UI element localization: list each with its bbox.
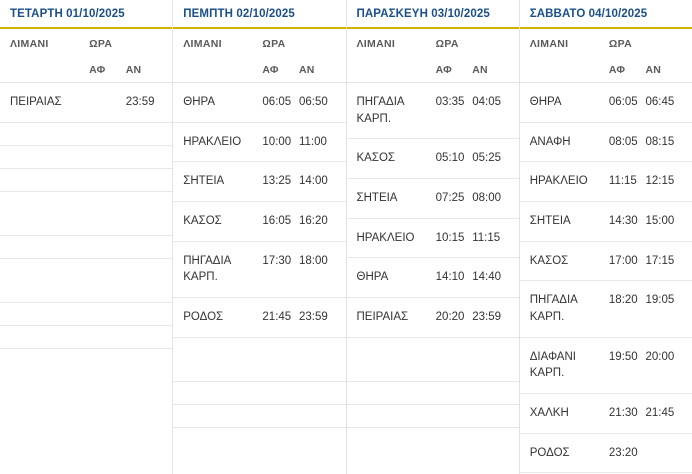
cell-arrival: 07:25 xyxy=(435,192,465,205)
cell-arrival: 14:30 xyxy=(608,215,638,228)
cell-port: ΑΝΑΦΗ xyxy=(529,135,571,148)
cell-departure: 23:59 xyxy=(298,311,328,324)
day-header-3: ΣΑΒΒΑΤΟ 04/10/2025 xyxy=(520,0,692,29)
cell-port: ΣΗΤΕΙΑ xyxy=(183,175,225,188)
cell-departure: 08:00 xyxy=(472,192,501,205)
cell-departure: 06:50 xyxy=(298,96,328,108)
rows-3 xyxy=(520,83,692,473)
header-an-0: ΑΝ xyxy=(125,64,142,76)
table-row xyxy=(347,338,519,382)
header-af-2: ΑΦ xyxy=(435,64,452,76)
cell-port: ΘΗΡΑ xyxy=(183,96,215,108)
header-an-2: ΑΝ xyxy=(472,64,488,76)
table-row xyxy=(0,192,172,236)
cell-port: ΡΟΔΟΣ xyxy=(529,446,570,459)
rows-0 xyxy=(0,83,172,349)
cell-arrival: 17:00 xyxy=(608,254,638,267)
cell-times xyxy=(262,94,335,111)
table-row xyxy=(0,326,172,349)
header-ora-3: ΩΡΑ xyxy=(608,38,633,50)
table-row xyxy=(173,338,345,382)
table-row xyxy=(347,298,519,338)
table-row xyxy=(347,382,519,405)
header-an-1: ΑΝ xyxy=(298,64,315,76)
cell-port: ΔΙΑΦΑΝΙ ΚΑΡΠ. xyxy=(529,350,576,380)
cell-departure: 15:00 xyxy=(645,215,675,228)
table-row xyxy=(520,123,692,163)
table-row xyxy=(520,242,692,282)
cell-departure: 12:15 xyxy=(645,175,675,188)
cell-arrival: 18:20 xyxy=(608,294,638,307)
cell-arrival: 17:30 xyxy=(262,254,292,267)
table-row xyxy=(173,123,345,163)
cell-port: ΚΑΣΟΣ xyxy=(356,152,396,165)
column-headers-2 xyxy=(347,29,519,76)
cell-arrival: 13:25 xyxy=(262,175,292,188)
table-row xyxy=(520,162,692,202)
cell-departure: 21:45 xyxy=(645,407,675,420)
table-row xyxy=(520,434,692,474)
cell-times xyxy=(436,230,509,247)
table-row xyxy=(173,405,345,428)
header-an-3: ΑΝ xyxy=(645,64,662,76)
cell-times xyxy=(609,213,682,230)
column-headers-1 xyxy=(173,29,345,76)
day-header-2: ΠΑΡΑΣΚΕΥΗ 03/10/2025 xyxy=(347,0,519,29)
cell-arrival: 06:05 xyxy=(608,96,638,108)
cell-times xyxy=(262,134,335,151)
cell-times xyxy=(609,349,682,366)
cell-times xyxy=(262,213,335,230)
cell-arrival: 08:05 xyxy=(608,135,638,148)
header-subs-2 xyxy=(436,64,509,76)
cell-port: ΠΗΓΑΔΙΑ ΚΑΡΠ. xyxy=(529,294,578,324)
table-row xyxy=(0,169,172,192)
cell-port: ΠΕΙΡΑΙΑΣ xyxy=(356,311,409,324)
cell-times xyxy=(89,94,162,111)
cell-port: ΗΡΑΚΛΕΙΟ xyxy=(183,135,242,148)
cell-port: ΠΗΓΑΔΙΑ ΚΑΡΠ. xyxy=(183,254,231,284)
table-row xyxy=(520,394,692,434)
cell-port: ΗΡΑΚΛΕΙΟ xyxy=(529,175,588,188)
header-time-group-1 xyxy=(262,38,335,76)
cell-port: ΘΗΡΑ xyxy=(356,271,389,284)
table-row xyxy=(173,242,345,298)
cell-arrival: 06:05 xyxy=(262,96,292,108)
table-row xyxy=(0,146,172,169)
header-time-group-2 xyxy=(436,38,509,76)
table-row xyxy=(173,298,345,338)
column-spacer xyxy=(347,428,519,474)
table-row xyxy=(173,202,345,242)
header-port-3: ΛΙΜΑΝΙ xyxy=(529,38,569,50)
header-port-0: ΛΙΜΑΝΙ xyxy=(10,38,49,50)
table-row xyxy=(0,259,172,303)
header-subs-1 xyxy=(262,64,335,76)
cell-port: ΣΗΤΕΙΑ xyxy=(529,215,571,228)
cell-arrival: 11:15 xyxy=(608,175,637,188)
cell-times xyxy=(262,173,335,190)
table-row xyxy=(0,303,172,326)
cell-port: ΧΑΛΚΗ xyxy=(529,407,569,420)
cell-times xyxy=(609,173,682,190)
cell-arrival: 05:10 xyxy=(435,152,465,165)
header-subs-0 xyxy=(89,64,162,76)
table-row xyxy=(347,83,519,139)
table-row xyxy=(347,219,519,259)
cell-arrival: 10:00 xyxy=(262,135,292,148)
header-time-group-0 xyxy=(89,38,162,76)
cell-times xyxy=(262,253,335,270)
table-row xyxy=(173,83,345,123)
header-subs-3 xyxy=(609,64,682,76)
table-row xyxy=(520,338,692,394)
cell-departure: 05:25 xyxy=(472,152,501,165)
cell-arrival: 20:20 xyxy=(435,311,465,324)
day-column-0 xyxy=(0,0,172,474)
cell-port: ΗΡΑΚΛΕΙΟ xyxy=(356,231,415,244)
header-ora-2: ΩΡΑ xyxy=(435,38,459,50)
day-header-1: ΠΕΜΠΤΗ 02/10/2025 xyxy=(173,0,345,29)
cell-times xyxy=(609,94,682,111)
cell-port: ΚΑΣΟΣ xyxy=(183,215,222,228)
column-headers-3 xyxy=(520,29,692,76)
cell-arrival: 14:10 xyxy=(435,271,465,284)
cell-departure: 23:59 xyxy=(472,311,501,324)
table-row xyxy=(347,139,519,179)
cell-times xyxy=(609,134,682,151)
cell-port: ΠΗΓΑΔΙΑ ΚΑΡΠ. xyxy=(356,96,404,125)
table-row xyxy=(520,202,692,242)
table-row xyxy=(520,281,692,337)
cell-departure: 06:45 xyxy=(645,96,675,108)
day-column-1 xyxy=(172,0,345,474)
cell-arrival: 21:30 xyxy=(608,407,638,420)
cell-times xyxy=(436,269,509,286)
cell-departure: 11:00 xyxy=(298,135,327,148)
header-port-1: ΛΙΜΑΝΙ xyxy=(183,38,222,50)
cell-departure: 19:05 xyxy=(645,294,675,307)
cell-departure: 20:00 xyxy=(645,350,675,363)
cell-departure: 14:00 xyxy=(298,175,328,188)
table-row xyxy=(0,83,172,123)
cell-times xyxy=(436,309,509,326)
header-af-3: ΑΦ xyxy=(608,64,626,76)
header-time-group-3 xyxy=(609,38,682,76)
table-row xyxy=(347,405,519,428)
table-row xyxy=(0,123,172,146)
cell-times xyxy=(436,190,509,207)
table-row xyxy=(347,258,519,298)
cell-port: ΣΗΤΕΙΑ xyxy=(356,192,398,205)
cell-arrival xyxy=(89,94,126,111)
cell-port: ΡΟΔΟΣ xyxy=(183,311,224,324)
cell-port: ΚΑΣΟΣ xyxy=(529,254,569,267)
header-ora-1: ΩΡΑ xyxy=(262,38,286,50)
cell-times xyxy=(609,253,682,270)
rows-1 xyxy=(173,83,345,428)
cell-arrival: 16:05 xyxy=(262,215,292,228)
header-af-0: ΑΦ xyxy=(89,64,106,76)
header-af-1: ΑΦ xyxy=(262,64,279,76)
column-spacer xyxy=(173,428,345,474)
day-column-3 xyxy=(519,0,692,474)
cell-arrival: 19:50 xyxy=(608,350,638,363)
table-row xyxy=(347,179,519,219)
cell-departure: 17:15 xyxy=(645,254,675,267)
table-row xyxy=(0,236,172,259)
cell-departure: 11:15 xyxy=(472,231,501,244)
cell-times xyxy=(609,292,682,309)
day-header-0: ΤΕΤΑΡΤΗ 01/10/2025 xyxy=(0,0,172,29)
column-spacer xyxy=(0,349,172,474)
table-row xyxy=(520,83,692,123)
cell-departure xyxy=(645,445,682,462)
cell-arrival: 21:45 xyxy=(262,311,292,324)
cell-departure: 14:40 xyxy=(472,271,501,284)
table-row xyxy=(173,382,345,405)
header-port-2: ΛΙΜΑΝΙ xyxy=(356,38,396,50)
cell-times xyxy=(609,445,682,462)
cell-arrival: 23:20 xyxy=(608,446,638,459)
cell-times xyxy=(436,150,509,167)
cell-departure: 18:00 xyxy=(298,254,328,267)
cell-port: ΠΕΙΡΑΙΑΣ xyxy=(10,96,62,108)
cell-arrival: 03:35 xyxy=(435,96,465,108)
table-row xyxy=(173,162,345,202)
cell-departure: 04:05 xyxy=(472,96,501,108)
cell-departure: 08:15 xyxy=(645,135,675,148)
cell-port: ΘΗΡΑ xyxy=(529,96,562,108)
day-column-2 xyxy=(346,0,519,474)
cell-departure: 23:59 xyxy=(125,96,155,108)
cell-times xyxy=(262,309,335,326)
cell-times xyxy=(436,94,509,111)
cell-arrival: 10:15 xyxy=(435,231,465,244)
rows-2 xyxy=(347,83,519,428)
column-headers-0 xyxy=(0,29,172,76)
cell-times xyxy=(609,405,682,422)
header-ora-0: ΩΡΑ xyxy=(89,38,113,50)
cell-departure: 16:20 xyxy=(298,215,328,228)
